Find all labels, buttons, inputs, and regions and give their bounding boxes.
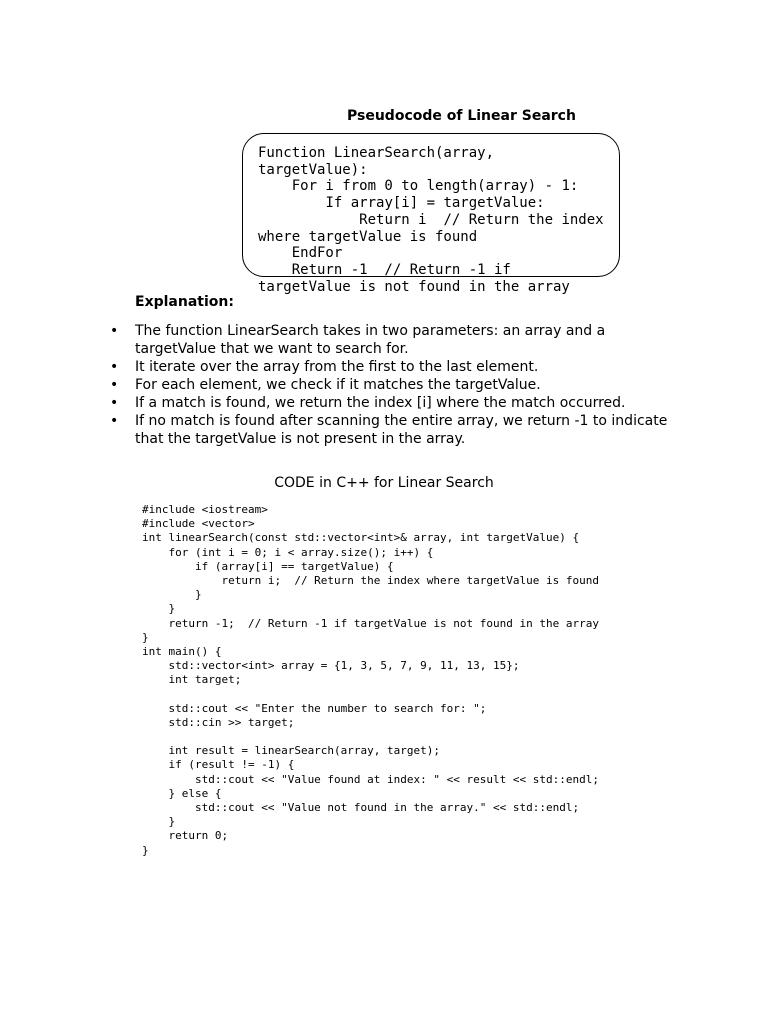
pseudocode-line: For i from 0 to length(array) - 1:	[258, 178, 579, 195]
code-line: int linearSearch(const std::vector<int>& array, int targetValue) {	[142, 531, 580, 545]
bullet-icon: •	[110, 395, 119, 411]
bullet-icon: •	[110, 359, 119, 375]
pseudocode-line: Return i // Return the index where targetValue is found	[258, 211, 613, 245]
code-line: if (array[i] == targetValue) {	[142, 559, 394, 573]
code-line: return i; // Return the index where targetValue is found	[142, 573, 599, 587]
code-line	[142, 730, 599, 744]
list-item	[110, 376, 670, 394]
code-line: int target;	[142, 673, 242, 687]
list-item	[110, 322, 670, 358]
code-line: std::cin >> target;	[142, 715, 295, 729]
pseudocode-line: Function LinearSearch(array, targetValue):	[258, 145, 503, 178]
list-item-text: It iterate over the array from the first to the last element.	[135, 359, 539, 375]
code-line: }	[142, 815, 176, 829]
code-line: #include <iostream>	[142, 503, 268, 516]
code-line: int result = linearSearch(array, target);	[142, 744, 441, 758]
bullet-icon: •	[110, 377, 119, 393]
explanation-list	[110, 322, 670, 448]
code-line: std::cout << "Value found at index: " << result << std::endl;	[142, 772, 599, 786]
code-line: int main() {	[142, 644, 222, 658]
explanation-heading: Explanation:	[135, 294, 234, 310]
code-line: for (int i = 0; i < array.size(); i++) {	[142, 545, 434, 559]
list-item-text: The function LinearSearch takes in two parameters: an array and a targetValue that we want to search for.	[135, 323, 606, 357]
list-item-text: For each element, we check if it matches the targetValue.	[135, 377, 541, 393]
code-line: } else {	[142, 786, 222, 800]
code-line: return 0;	[142, 829, 229, 843]
code-line: if (result != -1) {	[142, 758, 295, 772]
code-line: std::cout << "Enter the number to search for: ";	[142, 701, 487, 715]
code-block	[142, 503, 599, 858]
code-line: }	[142, 630, 149, 644]
list-item	[110, 394, 670, 412]
code-line: #include <vector>	[142, 517, 255, 531]
pseudocode-line: Return -1 // Return -1 if targetValue is not found in the array	[258, 261, 570, 295]
pseudocode-line: EndFor	[258, 245, 343, 262]
list-item-text: If no match is found after scanning the entire array, we return -1 to indicate that the targetValue is not present in the array.	[135, 413, 668, 447]
pseudocode-box	[242, 133, 620, 295]
list-item	[110, 358, 670, 376]
list-item	[110, 412, 670, 448]
bullet-icon: •	[110, 413, 119, 429]
code-line: }	[142, 843, 149, 857]
code-line: std::vector<int> array = {1, 3, 5, 7, 9, 11, 13, 15};	[142, 659, 520, 673]
bullet-icon: •	[110, 323, 119, 339]
code-line	[142, 687, 599, 701]
list-item-text: If a match is found, we return the index [i] where the match occurred.	[135, 395, 626, 411]
pseudocode-text	[258, 145, 613, 295]
pseudocode-line: If array[i] = targetValue:	[258, 195, 545, 212]
code-line: std::cout << "Value not found in the array." << std::endl;	[142, 800, 580, 814]
pseudocode-title: Pseudocode of Linear Search	[347, 108, 576, 124]
code-line: }	[142, 602, 176, 616]
code-line: return -1; // Return -1 if targetValue is not found in the array	[142, 616, 599, 630]
code-title: CODE in C++ for Linear Search	[274, 475, 494, 491]
code-line: }	[142, 588, 202, 602]
